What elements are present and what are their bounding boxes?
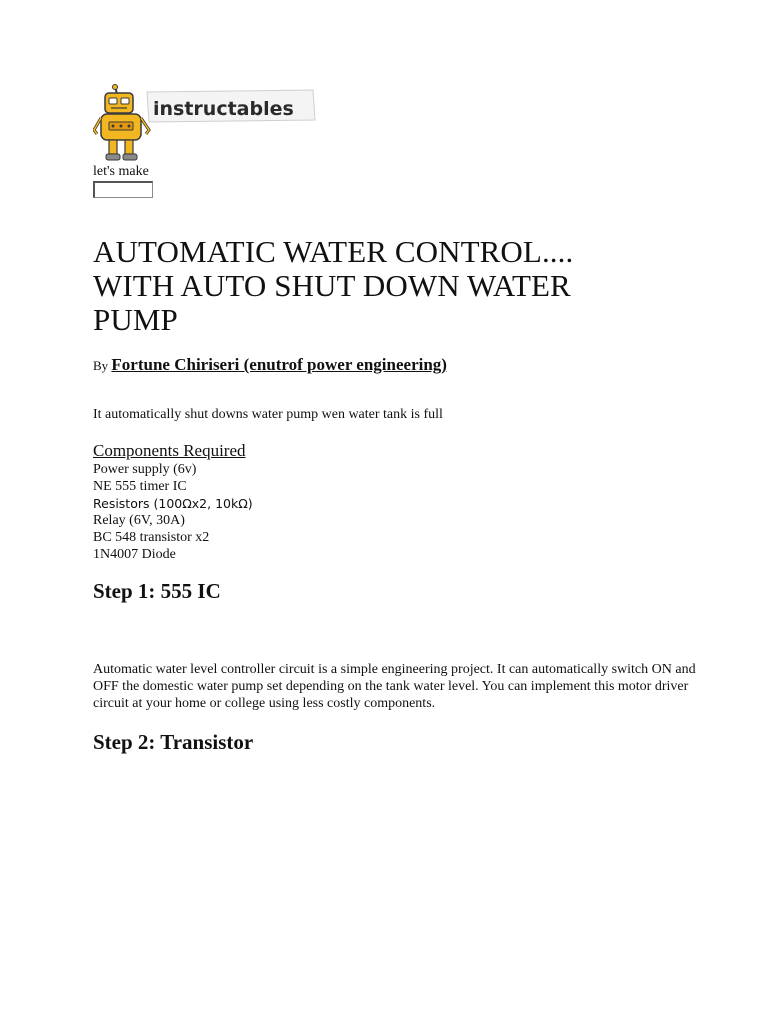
list-item: BC 548 transistor x2	[93, 530, 210, 545]
list-item: Relay (6V, 30A)	[93, 513, 185, 528]
author-link[interactable]: Fortune Chiriseri (enutrof power engineering)	[111, 355, 447, 374]
search-input[interactable]	[93, 181, 153, 198]
title-line: PUMP	[93, 302, 178, 337]
byline	[93, 355, 713, 376]
article-summary: It automatically shut downs water pump wen water tank is full	[93, 407, 443, 422]
components-heading: Components Required	[93, 441, 246, 460]
step-1-body: Automatic water level controller circuit is a simple engineering project. It can automatically switch ON and OFF the domestic water pump set depending on the tank water level. You can implement this motor driver circuit at your home or college using less costly components.	[93, 662, 696, 711]
title-line: AUTOMATIC WATER CONTROL....	[93, 234, 574, 269]
step-2-heading: Step 2: Transistor	[93, 730, 254, 754]
list-item: Power supply (6v)	[93, 462, 197, 477]
instructables-logo[interactable]	[93, 84, 317, 164]
components-list	[93, 461, 713, 563]
by-label: By	[93, 358, 109, 373]
list-item: NE 555 timer IC	[93, 479, 187, 494]
step-1-heading: Step 1: 555 IC	[93, 579, 221, 603]
title-line: WITH AUTO SHUT DOWN WATER	[93, 268, 571, 303]
article-title	[93, 235, 713, 337]
robot-logo-icon	[93, 84, 317, 164]
logo-wordmark: instructables	[153, 98, 294, 120]
document-page	[93, 84, 713, 754]
list-item: 1N4007 Diode	[93, 547, 176, 562]
list-item: Resistors (100Ωx2, 10kΩ)	[93, 496, 253, 511]
tagline: let's make	[93, 164, 149, 179]
